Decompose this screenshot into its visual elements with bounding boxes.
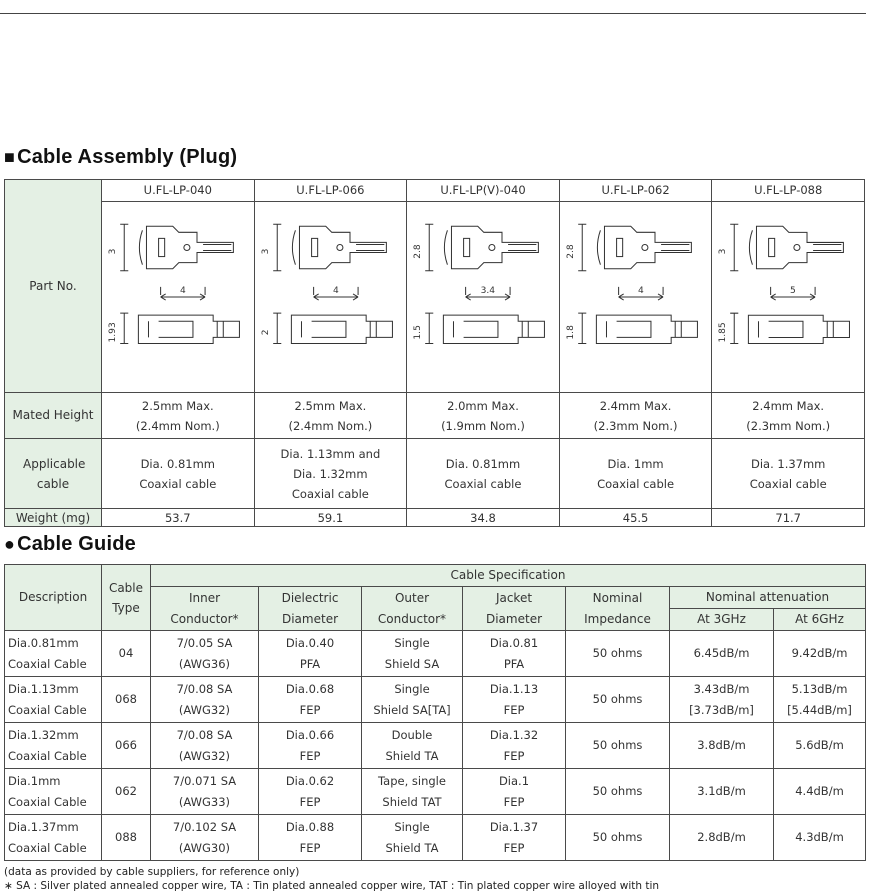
mated-height-nom: (1.9mm Nom.) (441, 418, 525, 433)
attenuation-3ghz-cell (670, 631, 774, 677)
part-number-row (5, 180, 865, 202)
outer-conductor-cell (362, 631, 463, 677)
assembly-table (4, 179, 865, 527)
table-row (5, 631, 866, 677)
attenuation-6ghz-cell-line: 5.6dB/m (795, 738, 844, 752)
impedance-header (566, 587, 670, 631)
attenuation-3ghz-cell-line: 2.8dB/m (697, 830, 746, 844)
outer-conductor-cell (362, 677, 463, 723)
dimension-label: 2.8 (413, 244, 424, 259)
description-cell (5, 769, 102, 815)
side-height-dimension-line (120, 313, 128, 343)
dimension-label: 4 (332, 285, 339, 296)
applicable-cable-line: Coaxial cable (749, 476, 827, 491)
inner-conductor-cell (151, 677, 259, 723)
cable-type-header-line: Type (112, 600, 140, 615)
footnote-abbreviations: ∗ SA : Silver plated annealed copper wire, TA : Tin plated annealed copper wire, TAT : Tin plated copper wire alloyed with tin (4, 880, 660, 892)
inner-conductor-cell-line: 7/0.05 SA (176, 635, 233, 650)
drawing-lines (578, 224, 697, 343)
applicable-cable-line: Dia. 1.13mm and (280, 446, 381, 461)
impedance-cell (566, 769, 670, 815)
cable-crimp-lines (217, 321, 223, 337)
table-row (5, 723, 866, 769)
plug-contact (769, 238, 775, 256)
plug-side-outline (138, 315, 239, 343)
jacket-header (463, 587, 566, 631)
attenuation-header: Nominal attenuation (670, 587, 866, 609)
impedance-cell (566, 631, 670, 677)
assembly-heading (4, 146, 237, 169)
dielectric-cell-line: PFA (299, 656, 321, 671)
plug-top-outline (445, 226, 539, 268)
part-number: U.FL-LP-066 (254, 180, 407, 202)
applicable-cable-cell (559, 439, 712, 509)
jacket-cell (463, 723, 566, 769)
height-dimension-line (120, 224, 128, 270)
cable-type-cell (102, 723, 151, 769)
mated-height-row (5, 393, 865, 439)
cable-lines (508, 244, 536, 250)
description-header: Description (5, 565, 102, 631)
outer-conductor-cell-line: Tape, single (378, 773, 446, 788)
connector-drawing-cell (407, 202, 560, 393)
height-dimension-line (578, 224, 586, 270)
description-cell-line: Dia.0.81mm (8, 635, 79, 650)
weight-value: 53.7 (102, 509, 255, 527)
description-cell-line: Coaxial Cable (8, 702, 87, 717)
part-number: U.FL-LP-062 (559, 180, 712, 202)
part-number: U.FL-LP-040 (102, 180, 255, 202)
dimension-label: 4 (179, 285, 186, 296)
cable-type-cell-line: 04 (118, 646, 134, 660)
cable-type-cell-line: 062 (115, 784, 137, 798)
assembly-title: Cable Assembly (Plug) (17, 146, 238, 168)
dielectric-cell (259, 723, 362, 769)
jacket-cell (463, 631, 566, 677)
attenuation-6ghz-cell-line: 4.4dB/m (795, 784, 844, 798)
plug-contact (311, 238, 317, 256)
applicable-cable-line: Coaxial cable (291, 486, 369, 501)
attenuation-3ghz-cell (670, 677, 774, 723)
inner-conductor-header (151, 587, 259, 631)
plug-pin (642, 244, 648, 250)
connector-drawing-cell (254, 202, 407, 393)
jacket-cell-line: Dia.1.13 (489, 681, 539, 696)
dielectric-cell-line: Dia.0.40 (285, 635, 335, 650)
dimension-label: 2 (260, 329, 271, 336)
impedance-cell-line: 50 ohms (592, 784, 643, 798)
mated-height-nom: (2.3mm Nom.) (593, 418, 678, 433)
attenuation-6ghz-cell (774, 723, 866, 769)
dielectric-cell (259, 631, 362, 677)
weight-row (5, 509, 865, 527)
cable-type-cell-line: 066 (115, 738, 137, 752)
footnote-data-source: (data as provided by cable suppliers, for reference only) (4, 866, 300, 878)
dimension-label: 3 (108, 248, 119, 255)
description-cell (5, 723, 102, 769)
inner-conductor-cell (151, 723, 259, 769)
top-rule (0, 13, 866, 14)
mated-height-cell (712, 393, 865, 439)
dielectric-cell (259, 677, 362, 723)
header-line: Inner (188, 590, 221, 605)
dielectric-cell (259, 769, 362, 815)
jacket-cell (463, 677, 566, 723)
dimension-label: 5 (790, 285, 797, 296)
outer-conductor-cell-line: Shield TA (385, 840, 439, 855)
mated-height-cell (254, 393, 407, 439)
jacket-cell-line: PFA (503, 656, 525, 671)
attenuation-3ghz-cell (670, 769, 774, 815)
cable-crimp-lines (828, 321, 834, 337)
outer-conductor-cell-line: Double (391, 727, 433, 742)
plug-top-outline (597, 226, 691, 268)
impedance-cell-line: 50 ohms (592, 738, 643, 752)
height-dimension-line (731, 224, 739, 270)
outer-conductor-cell-line: Shield SA[TA] (373, 702, 451, 717)
plug-pin (489, 244, 495, 250)
cable-type-header-line: Cable (108, 580, 144, 595)
plug-side-outline (444, 315, 545, 343)
cable-crimp-lines (675, 321, 681, 337)
mated-height-nom: (2.4mm Nom.) (135, 418, 220, 433)
inner-conductor-cell-line: 7/0.08 SA (176, 681, 233, 696)
outer-conductor-cell (362, 723, 463, 769)
outer-conductor-cell-line: Single (394, 681, 430, 696)
jacket-cell (463, 815, 566, 861)
outer-conductor-cell (362, 815, 463, 861)
connector-drawing-cell (102, 202, 255, 393)
header-line: Diameter (281, 611, 339, 626)
weight-value: 45.5 (559, 509, 712, 527)
attenuation-6ghz-cell (774, 769, 866, 815)
side-height-dimension-line (273, 313, 281, 343)
circle-bullet-icon: ● (4, 534, 16, 554)
inner-conductor-cell (151, 815, 259, 861)
connector-drawing (712, 202, 864, 392)
impedance-cell (566, 723, 670, 769)
attenuation-6ghz-cell (774, 815, 866, 861)
description-cell (5, 631, 102, 677)
cable-guide-table (4, 564, 866, 861)
attenuation-6ghz-cell-line: 9.42dB/m (791, 646, 848, 660)
plug-pin (184, 244, 190, 250)
dielectric-cell-line: FEP (299, 702, 321, 717)
description-cell-line: Coaxial Cable (8, 840, 87, 855)
dimension-label: 2.8 (565, 244, 576, 259)
attenuation-6ghz-cell (774, 631, 866, 677)
header-line: Nominal (592, 590, 643, 605)
dielectric-cell-line: FEP (299, 840, 321, 855)
applicable-cable-line: Dia. 0.81mm (140, 456, 215, 471)
cable-type-cell (102, 677, 151, 723)
applicable-cable-cell (254, 439, 407, 509)
plug-pin (794, 244, 800, 250)
plug-top-outline (292, 226, 386, 268)
dimension-label: 3.4 (480, 285, 496, 296)
mated-height-max: 2.0mm Max. (447, 398, 519, 413)
dimension-label: 3 (260, 248, 271, 255)
plug-side-outline (291, 315, 392, 343)
dimension-label: 4 (637, 285, 644, 296)
header-line: Diameter (485, 611, 543, 626)
guide-header-row-1 (5, 565, 866, 587)
connector-drawing (102, 202, 254, 392)
cable-lines (203, 244, 231, 250)
dimension-label: 3 (718, 248, 729, 255)
dimension-label: 1.8 (565, 325, 576, 340)
applicable-cable-label (5, 439, 102, 509)
connector-drawing-cell (712, 202, 865, 393)
header-line: Conductor* (170, 611, 239, 626)
outer-conductor-cell (362, 769, 463, 815)
part-number: U.FL-LP-088 (712, 180, 865, 202)
inner-conductor-cell-line: (AWG36) (178, 656, 231, 671)
dielectric-header (259, 587, 362, 631)
header-line: Dielectric (281, 590, 339, 605)
mated-height-cell (102, 393, 255, 439)
jacket-cell-line: Dia.0.81 (489, 635, 539, 650)
header-line: Impedance (584, 611, 651, 626)
mated-height-max: 2.4mm Max. (599, 398, 672, 413)
impedance-cell-line: 50 ohms (592, 692, 643, 706)
attenuation-6ghz-cell-line: 5.13dB/m (791, 681, 848, 696)
dimension-label: 1.5 (413, 325, 424, 340)
attenuation-3ghz-cell-line: 3.1dB/m (697, 784, 746, 798)
dielectric-cell-line: Dia.0.62 (285, 773, 335, 788)
inner-conductor-cell-line: 7/0.102 SA (172, 819, 237, 834)
inner-conductor-cell-line: (AWG32) (178, 702, 231, 717)
description-cell-line: Coaxial Cable (8, 656, 87, 671)
impedance-cell (566, 677, 670, 723)
cable-spec-header: Cable Specification (151, 565, 866, 587)
dielectric-cell-line: Dia.0.68 (285, 681, 335, 696)
impedance-cell (566, 815, 670, 861)
guide-title: Cable Guide (17, 533, 136, 555)
cable-lines (813, 244, 841, 250)
description-cell-line: Dia.1.37mm (8, 819, 79, 834)
outer-conductor-cell-line: Shield SA (384, 656, 440, 671)
applicable-cable-line: Coaxial cable (139, 476, 217, 491)
description-cell-line: Dia.1.13mm (8, 681, 79, 696)
connector-drawing (407, 202, 559, 392)
attenuation-3ghz-cell (670, 723, 774, 769)
inner-conductor-cell-line: (AWG30) (178, 840, 231, 855)
jacket-cell-line: FEP (503, 840, 525, 855)
drawing-lines (425, 224, 544, 343)
plug-side-outline (749, 315, 850, 343)
dielectric-cell-line: FEP (299, 748, 321, 763)
attenuation-3ghz-cell (670, 815, 774, 861)
table-row (5, 769, 866, 815)
applicable-cable-label-text: Applicable cable (23, 456, 86, 491)
weight-label: Weight (mg) (5, 509, 102, 527)
dielectric-cell-line: FEP (299, 794, 321, 809)
cable-crimp-lines (522, 321, 528, 337)
applicable-cable-line: Dia. 1.32mm (293, 466, 368, 481)
attenuation-3ghz-cell-line: 6.45dB/m (693, 646, 750, 660)
connector-drawing (560, 202, 712, 392)
plug-top-outline (750, 226, 844, 268)
mated-height-nom: (2.4mm Nom.) (288, 418, 373, 433)
mated-height-cell (407, 393, 560, 439)
description-cell-line: Dia.1mm (8, 773, 61, 788)
jacket-cell (463, 769, 566, 815)
cable-type-cell (102, 815, 151, 861)
mated-height-max: 2.5mm Max. (294, 398, 367, 413)
plug-contact (616, 238, 622, 256)
inner-conductor-cell (151, 631, 259, 677)
cable-type-cell-line: 088 (115, 830, 137, 844)
applicable-cable-line: Coaxial cable (444, 476, 522, 491)
table-row (5, 815, 866, 861)
impedance-cell-line: 50 ohms (592, 646, 643, 660)
plug-pin (336, 244, 342, 250)
cable-crimp-lines (370, 321, 376, 337)
applicable-cable-line: Dia. 1.37mm (750, 456, 826, 471)
jacket-cell-line: FEP (503, 702, 525, 717)
cable-type-cell (102, 769, 151, 815)
cable-lines (356, 244, 384, 250)
inner-conductor-cell-line: (AWG33) (178, 794, 231, 809)
side-height-dimension-line (731, 313, 739, 343)
applicable-cable-cell (712, 439, 865, 509)
inner-conductor-cell-line: 7/0.08 SA (176, 727, 233, 742)
drawing-lines (120, 224, 239, 343)
side-height-dimension-line (578, 313, 586, 343)
jacket-cell-line: FEP (503, 748, 525, 763)
outer-conductor-cell-line: Single (394, 635, 430, 650)
cable-lines (661, 244, 689, 250)
dielectric-cell-line: Dia.0.88 (285, 819, 335, 834)
weight-value: 71.7 (712, 509, 865, 527)
outer-conductor-header (362, 587, 463, 631)
header-line: Jacket (495, 590, 533, 605)
mated-height-max: 2.5mm Max. (141, 398, 214, 413)
side-height-dimension-line (425, 313, 433, 343)
inner-conductor-cell (151, 769, 259, 815)
applicable-cable-row (5, 439, 865, 509)
description-cell-line: Dia.1.32mm (8, 727, 79, 742)
plug-contact (159, 238, 165, 256)
outer-conductor-cell-line: Shield TA (385, 748, 439, 763)
mated-height-label: Mated Height (5, 393, 102, 439)
description-cell-line: Coaxial Cable (8, 794, 87, 809)
height-dimension-line (273, 224, 281, 270)
header-line: Conductor* (377, 611, 447, 626)
description-cell-line: Coaxial Cable (8, 748, 87, 763)
table-row (5, 677, 866, 723)
drawing-lines (273, 224, 392, 343)
attenuation-3ghz-cell-line: 3.43dB/m (693, 681, 750, 696)
cable-type-cell (102, 631, 151, 677)
drawing-row (5, 202, 865, 393)
connector-drawing (255, 202, 407, 392)
attenuation-6ghz-cell-line: [5.44dB/m] (787, 702, 852, 717)
at-6ghz-header: At 6GHz (774, 609, 866, 631)
inner-conductor-cell-line: (AWG32) (178, 748, 231, 763)
attenuation-6ghz-cell-line: 4.3dB/m (795, 830, 844, 844)
at-3ghz-header: At 3GHz (670, 609, 774, 631)
square-bullet-icon: ■ (4, 147, 16, 167)
outer-conductor-cell-line: Shield TAT (382, 794, 442, 809)
plug-contact (464, 238, 470, 256)
header-line: Outer (394, 590, 430, 605)
applicable-cable-cell (102, 439, 255, 509)
attenuation-3ghz-cell-line: [3.73dB/m] (689, 702, 754, 717)
part-no-label: Part No. (5, 180, 102, 393)
applicable-cable-cell (407, 439, 560, 509)
description-cell (5, 677, 102, 723)
mated-height-nom: (2.3mm Nom.) (746, 418, 831, 433)
plug-top-outline (139, 226, 233, 268)
jacket-cell-line: FEP (503, 794, 525, 809)
dielectric-cell-line: Dia.0.66 (285, 727, 335, 742)
applicable-cable-line: Coaxial cable (597, 476, 675, 491)
part-number: U.FL-LP(V)-040 (407, 180, 560, 202)
weight-value: 59.1 (254, 509, 407, 527)
plug-side-outline (596, 315, 697, 343)
outer-conductor-cell-line: Single (394, 819, 430, 834)
inner-conductor-cell-line: 7/0.071 SA (172, 773, 237, 788)
cable-type-cell-line: 068 (115, 692, 137, 706)
description-cell (5, 815, 102, 861)
dielectric-cell (259, 815, 362, 861)
drawing-lines (731, 224, 850, 343)
mated-height-cell (559, 393, 712, 439)
dimension-label: 1.93 (108, 322, 119, 343)
mated-height-max: 2.4mm Max. (752, 398, 825, 413)
attenuation-3ghz-cell-line: 3.8dB/m (697, 738, 746, 752)
jacket-cell-line: Dia.1.37 (489, 819, 539, 834)
attenuation-6ghz-cell (774, 677, 866, 723)
connector-drawing-cell (559, 202, 712, 393)
height-dimension-line (425, 224, 433, 270)
applicable-cable-line: Dia. 0.81mm (445, 456, 521, 471)
guide-heading (4, 533, 136, 556)
impedance-cell-line: 50 ohms (592, 830, 643, 844)
weight-value: 34.8 (407, 509, 560, 527)
dimension-label: 1.85 (718, 322, 729, 343)
applicable-cable-line: Dia. 1mm (607, 456, 664, 471)
jacket-cell-line: Dia.1.32 (489, 727, 539, 742)
cable-type-header (102, 565, 151, 631)
jacket-cell-line: Dia.1 (498, 773, 530, 788)
